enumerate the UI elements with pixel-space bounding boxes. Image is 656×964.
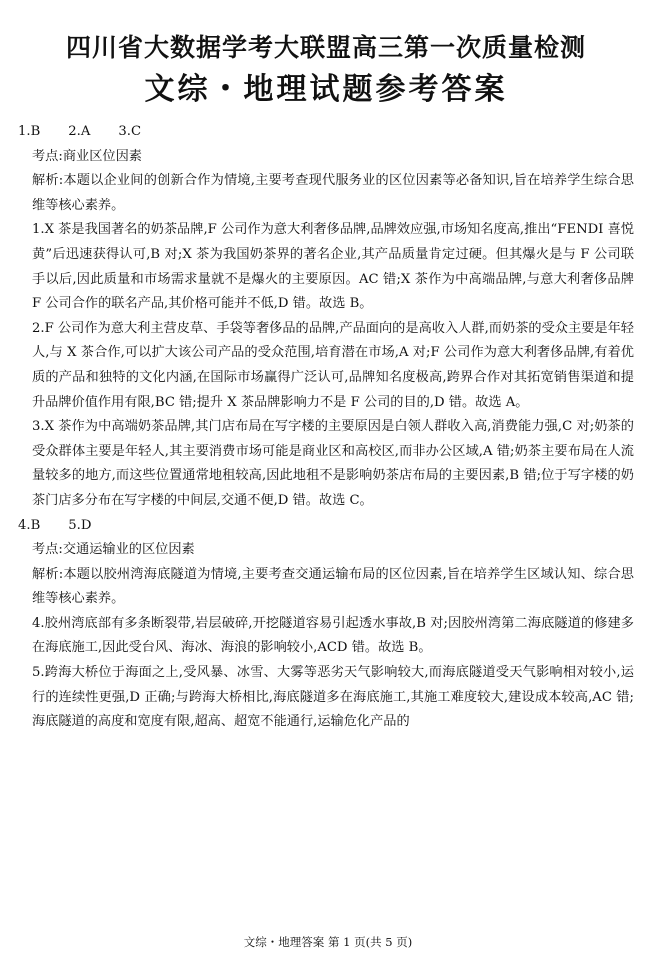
kaodian-1: 考点:商业区位因素 <box>32 148 142 164</box>
answer-content <box>18 120 634 735</box>
question-4-explanation: 4.胶州湾底部有多条断裂带,岩层破碎,开挖隧道容易引起透水事故,B 对;因胶州湾第二海底隧道的修建多在海底施工,因此受台风、海冰、海浪的影响较小,ACD 错。故选 B。 <box>32 615 634 656</box>
question-1-explanation: 1.X 茶是我国著名的奶茶品牌,F 公司作为意大利奢侈品牌,品牌效应强,市场知名度高,推出“FENDI 喜悦黄”后迅速获得认可,B 对;X 茶为我国奶茶界的著名企业,其产品质量肯定过硬。但其爆火是与 F 公司联手以后,因此质量和市场需求量就不是爆火的主要原因。AC 错;X 茶作为中高端品牌,与意大利奢侈品牌 F 公司合作的联名产品,其价格可能并不低,D 错。故选 B。 <box>32 222 634 312</box>
question-5-explanation: 5.跨海大桥位于海面之上,受风暴、冰雪、大雾等恶劣天气影响较大,而海底隧道受天气影响相对较小,运行的连续性更强,D 正确;与跨海大桥相比,海底隧道多在海底施工,其施工难度较大,建设成本较高,AC 错;海底隧道的高度和宽度有限,超高、超宽不能通行,运输危化产品的 <box>32 665 634 730</box>
jiexi-1: 解析:本题以企业间的创新合作为情境,主要考查现代服务业的区位因素等必备知识,旨在培养学生综合思维等核心素养。 <box>32 173 634 213</box>
answer-1: 1.B <box>18 124 41 139</box>
answer-2: 2.A <box>68 124 91 139</box>
answer-3: 3.C <box>118 124 142 139</box>
answer-key-4-5 <box>18 514 634 539</box>
exam-title: 四川省大数据学考大联盟高三第一次质量检测 <box>65 33 586 62</box>
jiexi-2: 解析:本题以胶州湾海底隧道为情境,主要考查交通运输布局的区位因素,旨在培养学生区域认知、综合思维等核心素养。 <box>32 566 634 607</box>
question-2-explanation: 2.F 公司作为意大利主营皮草、手袋等奢侈品的品牌,产品面向的是高收入人群,而奶茶的受众主要是年轻人,与 X 茶合作,可以扩大该公司产品的受众范围,培育潜在市场,A 对;F 公司作为意大利奢侈品牌,有着优质的产品和独特的文化内涵,在国际市场赢得广泛认可,品牌知名度极高,跨界合作对其拓宽销售渠道和提升品牌价值作用有限,BC 错;提升 X 茶品牌影响力不是 F 公司的目的,D 错。故选 A。 <box>32 320 634 410</box>
kaodian-2: 考点:交通运输业的区位因素 <box>32 542 195 558</box>
answer-5: 5.D <box>68 517 92 533</box>
answer-4: 4.B <box>18 517 41 533</box>
answer-key-1-3 <box>18 120 634 145</box>
question-3-explanation: 3.X 茶作为中高端奶茶品牌,其门店布局在写字楼的主要原因是白领人群收入高,消费能力强,C 对;奶茶的受众群体主要是年轻人,其主要消费市场可能是商业区和高校区,而非办公区域,A 错;奶茶主要布局在人流量较多的地方,而这些位置通常地租较高,因此地租不是影响奶茶店布局的主要因素,B 错;位于写字楼的奶茶门店多分布在写字楼的中间层,交通不便,D 错。故选 C。 <box>32 419 634 508</box>
page-footer: 文综・地理答案 第 1 页(共 5 页) <box>243 935 413 949</box>
exam-subtitle: 文综・地理试题参考答案 <box>144 72 508 107</box>
